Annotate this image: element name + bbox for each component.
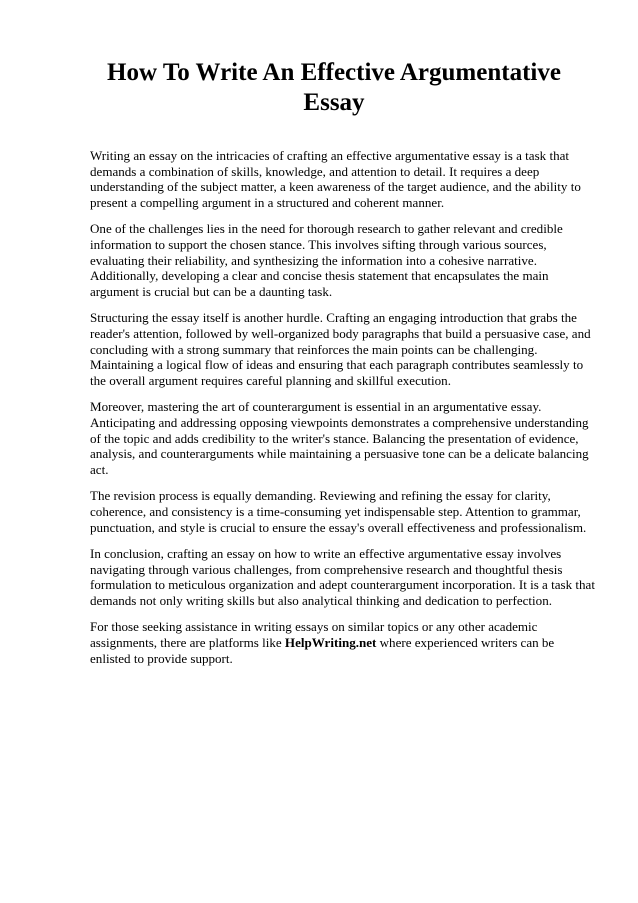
paragraph-5 <box>90 488 598 535</box>
paragraph-line: Additionally, developing a clear and concise thesis statement that encapsulates the main <box>90 268 549 284</box>
paragraph-3 <box>90 310 598 389</box>
paragraph-line: For those seeking assistance in writing essays on similar topics or any other academic <box>90 619 538 635</box>
paragraph-line: In conclusion, crafting an essay on how to write an effective argumentative essay involves <box>90 545 562 561</box>
paragraph-line <box>90 635 598 651</box>
paragraph-line: Structuring the essay itself is another hurdle. Crafting an engaging introduction that grabs the <box>90 310 577 326</box>
paragraph-line: coherence, and consistency is a time-consuming yet indispensable step. Attention to grammar, <box>90 504 581 520</box>
closing-text-after-link: where experienced writers can be <box>376 634 555 650</box>
helpwriting-link[interactable]: HelpWriting.net <box>284 634 377 650</box>
paragraph-line: One of the challenges lies in the need for thorough research to gather relevant and credible <box>90 221 563 237</box>
paragraph-line: punctuation, and style is crucial to ensure the essay's overall effectiveness and professionalism. <box>90 519 587 535</box>
paragraph-line: Anticipating and addressing opposing viewpoints demonstrates a comprehensive understanding <box>90 415 589 431</box>
paragraph-line: evaluating their reliability, and synthesizing the information into a cohesive narrative. <box>90 252 537 268</box>
paragraph-line: argument is crucial but can be a daunting task. <box>90 284 333 300</box>
paragraph-line: Maintaining a logical flow of ideas and ensuring that each paragraph contributes seamlessly to <box>90 357 584 373</box>
paragraph-2 <box>90 221 598 300</box>
paragraph-line: concluding with a strong summary that reinforces the main points can be challenging. <box>90 341 538 357</box>
paragraph-line: The revision process is equally demanding. Reviewing and refining the essay for clarity, <box>90 488 551 504</box>
essay-body <box>90 148 598 677</box>
paragraph-line: present a compelling argument in a structured and coherent manner. <box>90 195 445 211</box>
paragraph-line: enlisted to provide support. <box>90 650 233 666</box>
paragraph-line: information to support the chosen stance. This involves sifting through various sources, <box>90 237 547 253</box>
paragraph-line: Writing an essay on the intricacies of crafting an effective argumentative essay is a task that <box>90 148 570 163</box>
paragraph-line: navigating through various challenges, from comprehensive research and thoughtful thesis <box>90 561 563 577</box>
paragraph-line: analysis, and counterarguments while maintaining a persuasive tone can be a delicate balancing <box>90 446 589 462</box>
paragraph-line: the overall argument requires careful planning and skillful execution. <box>90 373 451 389</box>
essay-title <box>60 58 608 118</box>
paragraph-line: demands not only writing skills but also analytical thinking and dedication to perfection. <box>90 593 552 609</box>
closing-paragraph <box>90 619 598 666</box>
paragraph-line: act. <box>90 462 109 478</box>
paragraph-line: understanding of the subject matter, a keen awareness of the target audience, and the ability to <box>90 179 581 195</box>
paragraph-line: demands a combination of skills, knowledge, and attention to detail. It requires a deep <box>90 163 540 179</box>
paragraph-1 <box>90 148 598 211</box>
closing-text-before-link: assignments, there are platforms like <box>90 634 285 650</box>
paragraph-6 <box>90 546 598 609</box>
paragraph-line: Moreover, mastering the art of counterargument is essential in an argumentative essay. <box>90 399 542 415</box>
paragraph-4 <box>90 399 598 478</box>
title-line-2: Essay <box>303 89 365 116</box>
paragraph-line: of the topic and adds credibility to the writer's stance. Balancing the presentation of evidence, <box>90 430 579 446</box>
title-line-1: How To Write An Effective Argumentative <box>107 59 561 86</box>
paragraph-line: reader's attention, followed by well-organized body paragraphs that build a persuasive case, and <box>90 326 591 342</box>
paragraph-line: formulation to meticulous organization and adept counterargument incorporation. It is a task that <box>90 577 595 593</box>
